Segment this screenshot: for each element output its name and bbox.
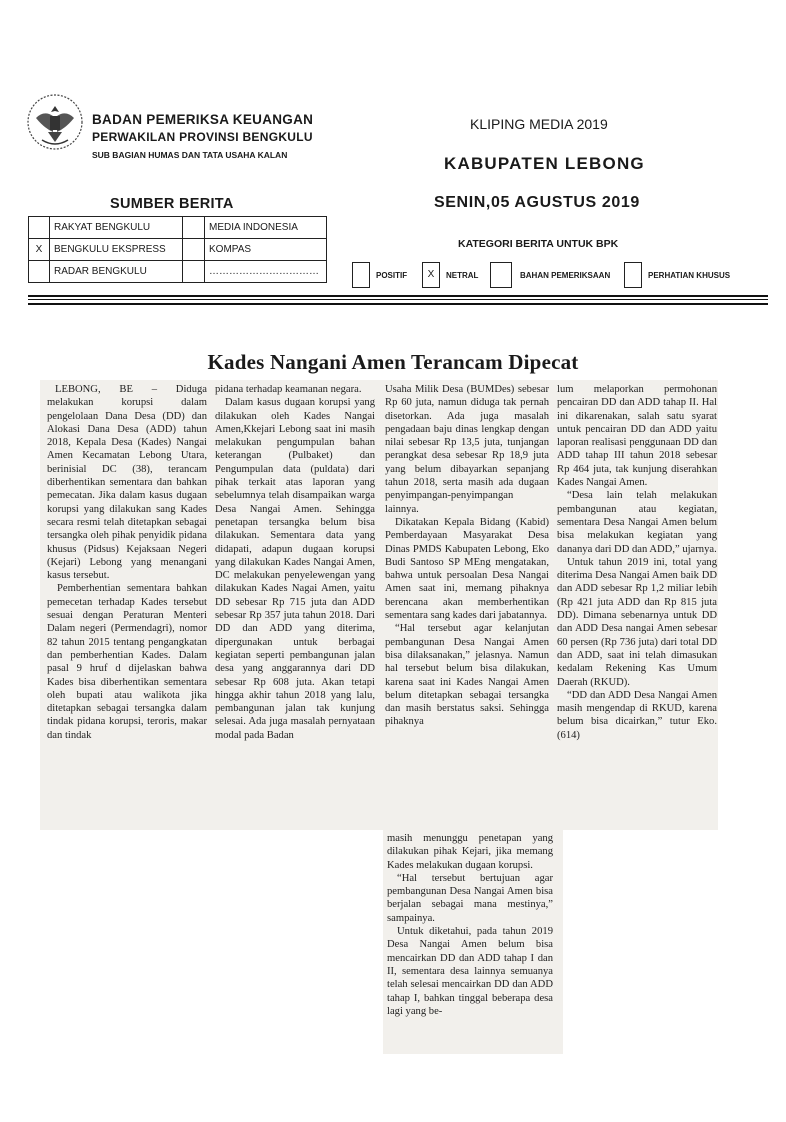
- source-name: MEDIA INDONESIA: [205, 217, 327, 239]
- article-column-2: [215, 383, 375, 829]
- header-divider: [28, 303, 768, 305]
- header-divider: [28, 299, 768, 300]
- kliping-title: KLIPING MEDIA 2019: [470, 116, 608, 132]
- source-name: RADAR BENGKULU: [50, 261, 183, 283]
- article-paragraph: lum melaporkan permohonan pencairan DD dan ADD tahap II. Hal ini dikarenakan, salah satu syarat untuk pencairan DD dan ADD yaitu laporan realisasi penggunaan DD dan ADD tahap III tahun 2018 sebesar Rp 464 juta, tak kunjung diserahkan Kades Nangai Amen.: [557, 384, 717, 489]
- source-mark: [29, 261, 50, 283]
- article-paragraph: “DD dan ADD Desa Nangai Amen masih mengendap di RKUD, karena belum bisa dicairkan,” tutur Eko.(614): [557, 689, 717, 741]
- category-label-positif: POSITIF: [376, 271, 408, 280]
- article-paragraph: Untuk diketahui, pada tahun 2019 Desa Nangai Amen belum bisa mencairkan DD dan ADD tahap I dan II, sementara desa lainnya semuanya telah selesai mencairkan DD dan ADD tahap I, bahkan tinggal beberapa desa lagi yang be-: [387, 926, 553, 1017]
- article-paragraph: masih menunggu penetapan yang dilakukan pihak Kejari, jika memang Kades melakukan dugaan korupsi.: [387, 833, 553, 871]
- article-paragraph: Usaha Milik Desa (BUMDes) sebesar Rp 60 juta, namun diduga tak pernah disetorkan. Ada juga masalah pengadaan baju dinas lengkap dengan nilai sebesar Rp 13,5 juta, tunjangan perangkat desa sebesar Rp 18,9 juta yang belum dibayarkan sepanjang tahun 2018, serta masih ada dugaan penyimpangan-penyimpangan lainnya.: [385, 384, 549, 515]
- category-label-perhatian-khusus: PERHATIAN KHUSUS: [648, 271, 731, 280]
- source-spacer: [183, 239, 205, 261]
- article-paragraph: “Hal tersebut bertujuan agar pembangunan Desa Nangai Amen bisa berjalan sebagai mana mestinya,” sampainya.: [387, 872, 553, 924]
- source-name: KOMPAS: [205, 239, 327, 261]
- source-row: [29, 217, 327, 239]
- garuda-emblem-icon: [22, 92, 88, 156]
- header-divider: [28, 295, 768, 297]
- org-name: BADAN PEMERIKSA KEUANGAN: [92, 112, 314, 127]
- source-mark: X: [29, 239, 50, 261]
- article-paragraph: “Desa lain telah melakukan pembangunan atau kegiatan, sementara Desa Nangai Amen belum bisa melakukan kegiatan yang dananya dari DD dan ADD,” ujarnya.: [557, 490, 717, 555]
- article-column-3: [385, 383, 549, 829]
- category-title: KATEGORI BERITA UNTUK BPK: [458, 238, 619, 250]
- source-title: SUMBER BERITA: [110, 196, 234, 212]
- org-subdivision: SUB BAGIAN HUMAS DAN TATA USAHA KALAN: [92, 150, 288, 160]
- article-headline: Kades Nangani Amen Terancam Dipecat: [207, 350, 579, 374]
- source-name: ……………………………: [205, 261, 327, 283]
- article-paragraph: LEBONG, BE – Diduga melakukan korupsi dalam pengelolaan Dana Desa (DD) dan Alokasi Dana Desa (ADD) tahun 2018, Kepala Desa (Kades) Nangai Amen Kecamatan Lebong Utara, berinisial DC (38), terancam diberhentikan sementara dan bahkan pemecatan. Jika dalam kasus dugaan korupsi yang dilakukan sang Kades secara resmi telah ditetapkan sebagai tersangka oleh pihak penyidik pidana khusus (Pidsus) Kejaksaan Negeri (Kejari) Lebong yang menangani kasus tersebut.: [47, 384, 207, 582]
- source-row: [29, 239, 327, 261]
- article-column-1: [47, 383, 207, 829]
- article-paragraph: Untuk tahun 2019 ini, total yang diterima Desa Nangai Amen baik DD dan ADD sebesar Rp 1,2 miliar lebih (Rp 421 juta ADD dan Rp 815 juta DD). Dimana sebenarnya untuk DD dan ADD Desa nangai Amen sebesar 60 persen (Rp 736 juta) dari total DD dan ADD, saat ini telah dimasukan kedalam Rekening Kas Umum Daerah (RKUD).: [557, 556, 717, 688]
- category-label-bahan-pemeriksaan: BAHAN PEMERIKSAAN: [520, 271, 611, 280]
- source-row: [29, 261, 327, 283]
- article-paragraph: “Hal tersebut agar kelanjutan pembangunan Desa Nangai Amen bisa dilaksanakan,” jelasnya. Namun hal tersebut belum bisa dilakukan, karena saat ini Kades Nangai Amen belum ditetapkan sebagai tersangka dan masih berstatus saksi. Sehingga pihaknya: [385, 623, 549, 728]
- category-checkbox-netral: X: [422, 262, 440, 288]
- date-title: SENIN,05 AGUSTUS 2019: [434, 194, 640, 211]
- category-checkbox-bahan-pemeriksaan: [490, 262, 512, 288]
- category-label-netral: NETRAL: [446, 271, 479, 280]
- source-name: RAKYAT BENGKULU: [50, 217, 183, 239]
- article-paragraph: Pemberhentian sementara bahkan pemecetan terhadap Kades tersebut sesuai dengan Peraturan Menteri Dalam negeri (Permendagri), nomor 82 tahun 2015 tentang pengangkatan dan pemberhentian Kades. Dalam pasal 9 hruf d dijelaskan bahwa Kades bisa diberhentikan sementara oleh bupati atau walikota jika ditetapkan sebagai tersangka dalam tindak pidana korupsi, teroris, makar dan tindak: [47, 583, 207, 741]
- source-spacer: [183, 217, 205, 239]
- category-checkbox-positif: [352, 262, 370, 288]
- region-title: KABUPATEN LEBONG: [444, 154, 645, 173]
- org-branch: PERWAKILAN PROVINSI BENGKULU: [92, 130, 313, 144]
- article-paragraph: Dikatakan Kepala Bidang (Kabid) Pemberdayaan Masyarakat Desa Dinas PMDS Kabupaten Lebong, Eko Budi Santoso SP MEng mengatakan, bahwa untuk persoalan Desa Nangai Amen saat ini, memang pihaknya berencana akan memberhentikan sementara sang kades dari jabatannya.: [385, 516, 549, 622]
- category-checkbox-perhatian-khusus: [624, 262, 642, 288]
- article-paragraph: Dalam kasus dugaan korupsi yang dilakukan oleh Kades Nangai Amen,Kkejari Lebong saat ini masih melakukan pengumpulan bahan keterangan (Pulbaket) dan Pengumpulan data (puldata) dari pihak terkait atas laporan yang sebelumnya telah disampaikan warga Desa Nangai Amen. Sehingga penetapan tersangka belum bisa dilakukan. Sementara data yang didapati, adapun dugaan korupsi yang dilakukan Kades Nangai Amen, DC melakukan penyelewengan yang dilakukan Kades Nagai Amen, yaitu DD sebesar Rp 715 juta dan ADD sebesar Rp 357 juta tahun 2018. Dari DD dan ADD yang diterima, dipergunakan untuk berbagai kegiatan seperti pembangunan jalan desa yang anggarannya dari DD sebesar Rp 608 juta. Akan tetapi hingga akhir tahun 2018 yang lalu, pembangunan jalan tak kunjung selesai. Ada juga masalah pernyataan modal pada Badan: [215, 397, 375, 741]
- source-table: [28, 216, 327, 283]
- article-column-4: [557, 383, 717, 829]
- article-column-3-continued: [387, 832, 553, 1054]
- article-paragraph: pidana terhadap keamanan negara.: [215, 384, 362, 395]
- source-mark: [29, 217, 50, 239]
- source-name: BENGKULU EKSPRESS: [50, 239, 183, 261]
- source-spacer: [183, 261, 205, 283]
